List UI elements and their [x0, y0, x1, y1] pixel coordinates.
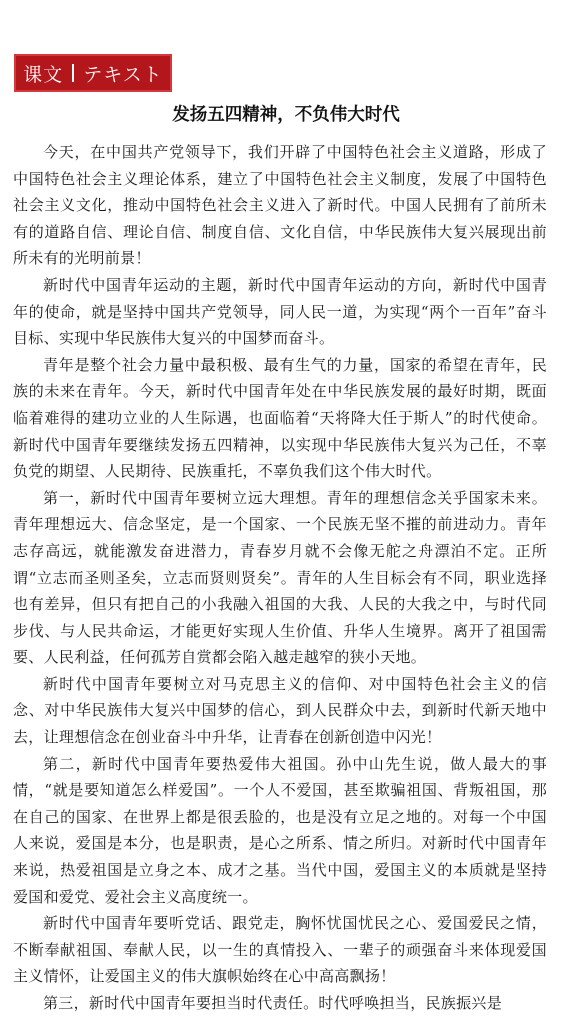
- section-tag-separator: [72, 64, 74, 82]
- article-title: 发扬五四精神，不负伟大时代: [172, 105, 400, 125]
- paragraph: 第三，新时代中国青年要担当时代责任。时代呼唤担当，民族振兴是: [43, 994, 503, 1012]
- paragraph: 新时代中国青年要听党话、跟党走，胸怀忧国忧民之心、爱国爱民之情，不断奉献祖国、奉献人民，以一生的真情投入、一辈子的顽强奋斗来体现爱国主义情怀，让爱国主义的伟大旗帜始终在心中高高飘扬！: [13, 914, 547, 986]
- article-body: [13, 139, 547, 1017]
- section-tag-chinese: 课文: [23, 63, 64, 86]
- paragraph: 新时代中国青年要树立对马克思主义的信仰、对中国特色社会主义的信念、对中华民族伟大复兴中国梦的信心，到人民群众中去，到新时代新天地中去，让理想信念在创业奋斗中升华，让青春在创新创造中闪光！: [13, 674, 547, 747]
- section-tag-japanese: テキスト: [83, 63, 163, 86]
- section-tag: [14, 54, 172, 92]
- paragraph: 新时代中国青年运动的主题，新时代中国青年运动的方向，新时代中国青年的使命，就是坚持中国共产党领导，同人民一道，为实现“两个一百年”奋斗目标、实现中华民族伟大复兴的中国梦而奋斗。: [13, 275, 547, 348]
- paragraph: 今天，在中国共产党领导下，我们开辟了中国特色社会主义道路，形成了中国特色社会主义理论体系，建立了中国特色社会主义制度，发展了中国特色社会主义文化，推动中国特色社会主义进入了新时代。中国人民拥有了前所未有的道路自信、理论自信、制度自信、文化自信，中华民族伟大复兴展现出前所未有的光明前景！: [13, 143, 547, 268]
- paragraph: 第一，新时代中国青年要树立远大理想。青年的理想信念关乎国家未来。青年理想远大、信念坚定，是一个国家、一个民族无坚不摧的前进动力。青年志存高远，就能激发奋进潜力，青春岁月就不会像无舵之舟漂泊不定。正所谓“立志而圣则圣矣，立志而贤则贤矣”。青年的人生目标会有不同，职业选择也有差异，但只有把自己的小我融入祖国的大我、人民的大我之中，与时代同步伐、与人民共命运，才能更好实现人生价值、升华人生境界。离开了祖国需要、人民利益，任何孤芳自赏都会陷入越走越窄的狭小天地。: [13, 488, 547, 667]
- paragraph: 青年是整个社会力量中最积极、最有生气的力量，国家的希望在青年，民族的未来在青年。今天，新时代中国青年处在中华民族发展的最好时期，既面临着难得的建功立业的人生际遇，也面临着“天将降大任于斯人”的时代使命。新时代中国青年要继续发扬五四精神，以实现中华民族伟大复兴为己任，不辜负党的期望、人民期待、民族重托，不辜负我们这个伟大时代。: [13, 355, 547, 481]
- paragraph: 第二，新时代中国青年要热爱伟大祖国。孙中山先生说，做人最大的事情，“就是要知道怎么样爱国”。一个人不爱国，甚至欺骗祖国、背叛祖国，那在自己的国家、在世界上都是很丢脸的，也是没有立足之地的。对每一个中国人来说，爱国是本分，也是职责，是心之所系、情之所归。对新时代中国青年来说，热爱祖国是立身之本、成才之基。当代中国，爱国主义的本质就是坚持爱国和爱党、爱社会主义高度统一。: [13, 754, 547, 906]
